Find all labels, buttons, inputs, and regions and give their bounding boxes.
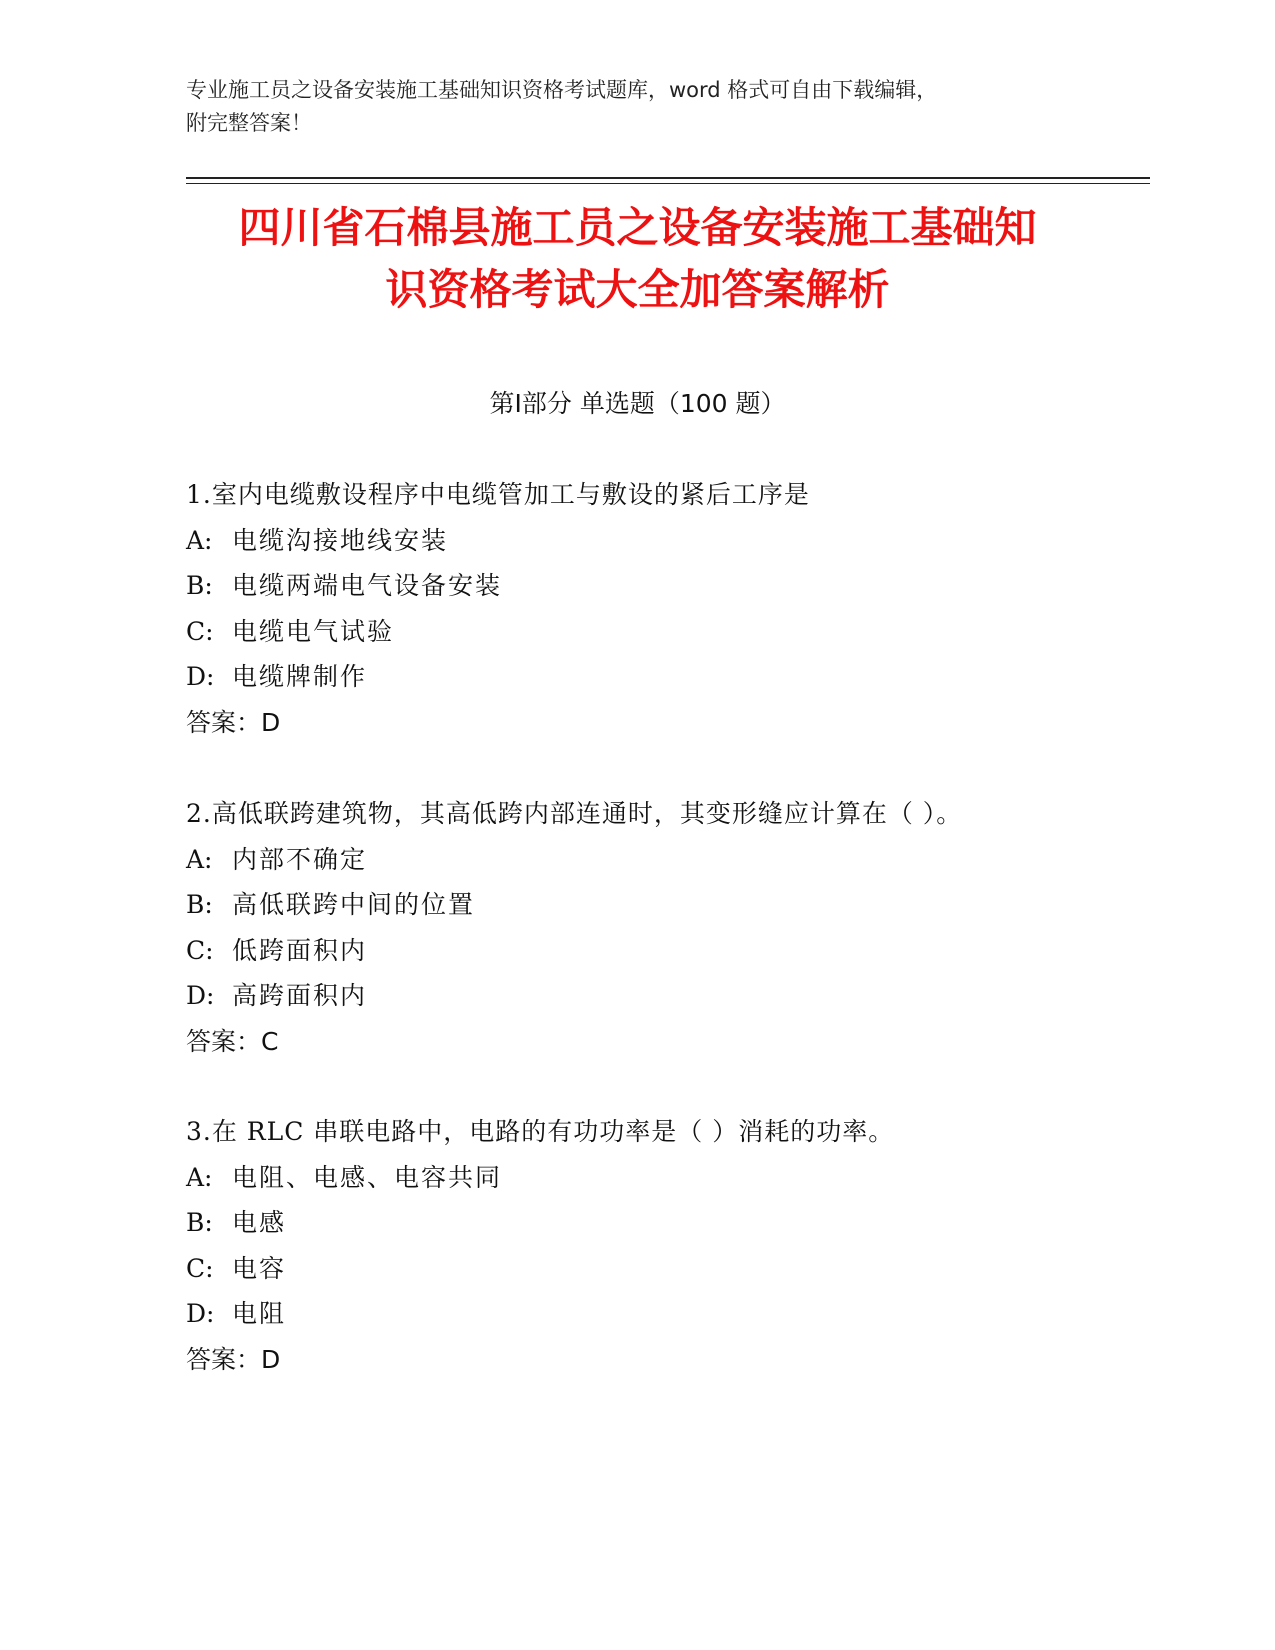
answer-line: 答案：C	[186, 1026, 279, 1056]
option-b	[186, 882, 1146, 928]
option-key: B:	[186, 890, 213, 919]
answer-line: 答案：D	[186, 707, 281, 737]
question-stem: 2.高低联跨建筑物，其高低跨内部连通时，其变形缝应计算在（ ）。	[186, 799, 963, 828]
header-note	[186, 74, 1086, 140]
option-d	[186, 654, 1146, 700]
question-3	[186, 1109, 1146, 1382]
option-text: 电感	[232, 1208, 287, 1237]
document-title-line-2: 识资格考试大全加答案解析	[385, 265, 890, 314]
question-stem: 1.室内电缆敷设程序中电缆管加工与敷设的紧后工序是	[186, 480, 810, 509]
option-text: 高跨面积内	[232, 981, 368, 1010]
header-note-line-1: 专业施工员之设备安装施工基础知识资格考试题库，word 格式可自由下载编辑，	[186, 78, 938, 102]
option-text: 低跨面积内	[232, 935, 368, 965]
option-text: 内部不确定	[232, 844, 368, 874]
header-note-line-2: 附完整答案！	[186, 111, 312, 135]
question-2	[186, 791, 1146, 1064]
option-text: 电缆牌制作	[232, 662, 368, 691]
option-key: C:	[186, 616, 214, 646]
option-key: A:	[186, 844, 213, 874]
option-text: 电阻	[232, 1299, 287, 1328]
option-text: 电容	[232, 1253, 287, 1283]
option-key: D:	[186, 1299, 215, 1328]
document-title	[150, 197, 1125, 321]
option-a	[186, 1155, 1146, 1201]
option-c	[186, 1246, 1146, 1292]
question-1	[186, 472, 1146, 745]
option-key: C:	[186, 935, 214, 965]
option-key: D:	[186, 981, 215, 1010]
option-key: B:	[186, 1208, 213, 1237]
question-stem: 3.在 RLC 串联电路中，电路的有功功率是（ ）消耗的功率。	[186, 1117, 895, 1146]
option-key: A:	[186, 1162, 213, 1192]
option-key: C:	[186, 1253, 214, 1283]
option-text: 电缆沟接地线安装	[232, 525, 449, 555]
option-text: 电缆电气试验	[232, 616, 395, 646]
document-title-line-1: 四川省石棉县施工员之设备安装施工基础知	[238, 203, 1037, 252]
answer-line: 答案：D	[186, 1344, 281, 1374]
option-a	[186, 518, 1146, 564]
option-d	[186, 1291, 1146, 1337]
option-key: B:	[186, 571, 213, 600]
header-divider-thin	[186, 183, 1150, 184]
option-text: 电阻、电感、电容共同	[232, 1162, 503, 1192]
section-title: 第Ⅰ部分 单选题（100 题）	[489, 389, 786, 418]
header-divider-thick	[186, 177, 1150, 179]
option-a	[186, 837, 1146, 883]
option-text: 高低联跨中间的位置	[232, 890, 476, 919]
option-c	[186, 928, 1146, 974]
option-text: 电缆两端电气设备安装	[232, 571, 503, 600]
option-key: D:	[186, 662, 215, 691]
option-key: A:	[186, 525, 213, 555]
option-b	[186, 1200, 1146, 1246]
option-d	[186, 973, 1146, 1019]
option-b	[186, 563, 1146, 609]
option-c	[186, 609, 1146, 655]
